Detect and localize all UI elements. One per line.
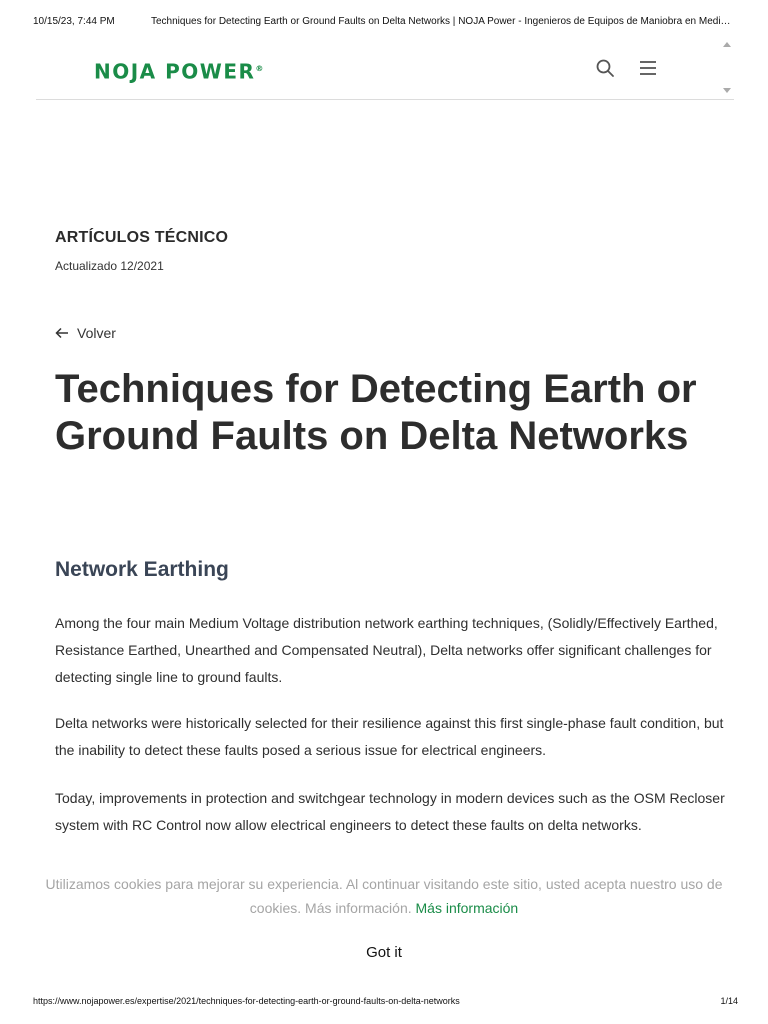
site-header bbox=[36, 38, 734, 100]
noja-power-logo[interactable] bbox=[94, 58, 263, 83]
print-page-title: Techniques for Detecting Earth or Ground Faults on Delta Networks | NOJA Power - Ingenieros de Equipos de Maniobra en Medi… bbox=[151, 16, 731, 27]
section-label: ARTÍCULOS TÉCNICO bbox=[55, 229, 229, 246]
updated-date: Actualizado 12/2021 bbox=[55, 259, 164, 273]
section-heading: Network Earthing bbox=[55, 558, 229, 581]
paragraph-1: Among the four main Medium Voltage distribution network earthing techniques, (Solidly/Effectively Earthed, Resistance Earthed, Unearthed and Compensated Neutral), Delta networks offer significant challenges for detecting single line to ground faults. bbox=[55, 615, 718, 685]
back-label: Volver bbox=[77, 325, 116, 341]
got-it-button[interactable]: Got it bbox=[366, 944, 402, 961]
article-title: Techniques for Detecting Earth or Ground Faults on Delta Networks bbox=[55, 367, 697, 458]
back-link[interactable] bbox=[55, 325, 116, 341]
paragraph-3: Today, improvements in protection and switchgear technology in modern devices such as the OSM Recloser system with RC Control now allow electrical engineers to detect these faults on delta networks. bbox=[55, 790, 725, 833]
paragraph-2: Delta networks were historically selected for their resilience against this first single-phase fault condition, but the inability to detect these faults posed a serious issue for electrical engineers. bbox=[55, 715, 724, 758]
hamburger-menu-icon[interactable] bbox=[637, 57, 659, 79]
logo-text: NOJA POWER bbox=[94, 59, 256, 84]
cookie-more-info-link[interactable]: Más información bbox=[415, 900, 519, 916]
print-footer bbox=[33, 996, 738, 1006]
print-timestamp: 10/15/23, 7:44 PM bbox=[33, 16, 115, 27]
scroll-down-arrow-icon[interactable] bbox=[723, 88, 731, 93]
cookie-banner bbox=[40, 872, 728, 920]
print-page-number: 1/14 bbox=[720, 996, 738, 1006]
registered-mark: ® bbox=[255, 64, 264, 73]
scroll-up-arrow-icon[interactable] bbox=[723, 42, 731, 47]
search-icon[interactable] bbox=[594, 57, 616, 79]
cookie-text: Utilizamos cookies para mejorar su experiencia. Al continuar visitando este sitio, usted acepta nuestro uso de cookies. Más información. bbox=[45, 876, 723, 916]
print-header bbox=[33, 16, 740, 27]
header-scrollbar[interactable] bbox=[720, 38, 734, 100]
arrow-left-icon bbox=[55, 327, 69, 339]
print-url: https://www.nojapower.es/expertise/2021/techniques-for-detecting-earth-or-ground-faults-on-delta-networks bbox=[33, 996, 460, 1006]
